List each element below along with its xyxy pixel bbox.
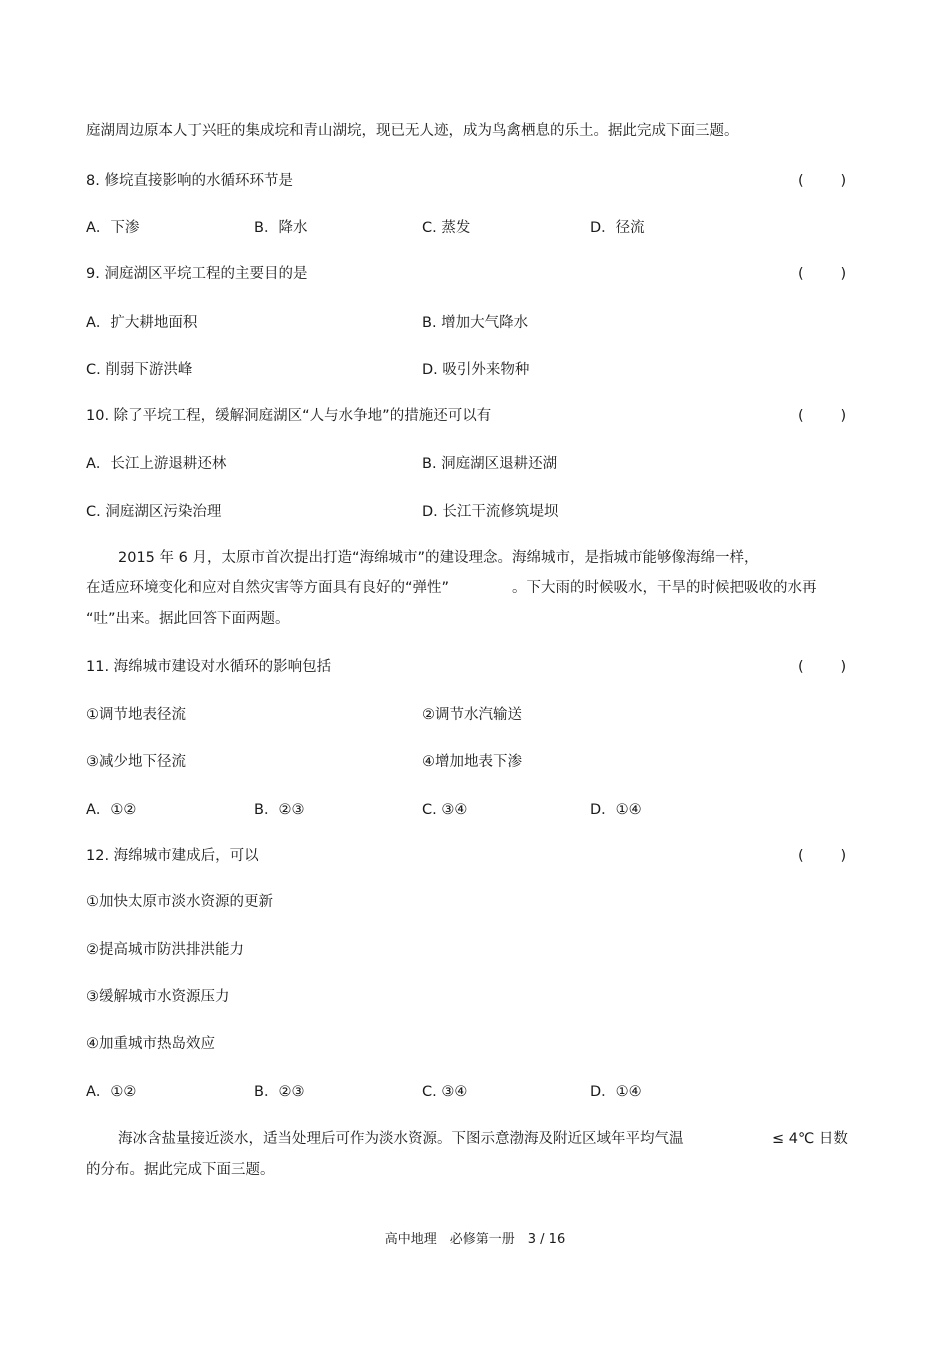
question-8-answer-paren: ( ) <box>798 173 847 189</box>
question-12-item-4: ④加重城市热岛效应 <box>86 1036 215 1052</box>
question-12-option-b: B．②③ <box>254 1084 305 1100</box>
question-10-option-c: C. 洞庭湖区污染治理 <box>86 504 222 520</box>
question-11-option-d: D．①④ <box>590 802 642 818</box>
question-12-option-d: D．①④ <box>590 1084 642 1100</box>
question-9-option-b: B. 增加大气降水 <box>422 315 529 331</box>
question-10-option-d: D. 长江干流修筑堤坝 <box>422 504 559 520</box>
question-12-stem: 12. 海绵城市建成后，可以 <box>86 848 259 864</box>
question-10-option-a: A．长江上游退耕还林 <box>86 456 227 472</box>
question-11-item-2: ②调节水汽输送 <box>422 707 522 723</box>
question-10-answer-paren: ( ) <box>798 408 847 424</box>
question-10-stem: 10. 除了平垸工程，缓解洞庭湖区“人与水争地”的措施还可以有 <box>86 408 492 424</box>
question-11-item-4: ④增加地表下渗 <box>422 754 522 770</box>
question-12-item-2: ②提高城市防洪排洪能力 <box>86 942 244 958</box>
passage-3-line-1a: 海冰含盐量接近淡水，适当处理后可作为淡水资源。下图示意渤海及附近区域年平均气温 <box>118 1131 684 1147</box>
question-9-stem: 9. 洞庭湖区平垸工程的主要目的是 <box>86 266 308 282</box>
question-9-option-a: A．扩大耕地面积 <box>86 315 198 331</box>
question-8-option-b: B．降水 <box>254 220 308 236</box>
question-11-item-3: ③减少地下径流 <box>86 754 186 770</box>
question-11-item-1: ①调节地表径流 <box>86 707 186 723</box>
question-8-option-c: C. 蒸发 <box>422 220 471 236</box>
question-9-option-c: C. 削弱下游洪峰 <box>86 362 193 378</box>
passage-2-line-1: 2015 年 6 月，太原市首次提出打造“海绵城市”的建设理念。海绵城市，是指城市能够像海绵一样， <box>118 550 759 566</box>
question-9-answer-paren: ( ) <box>798 266 847 282</box>
passage-2-line-2a: 在适应环境变化和应对自然灾害等方面具有良好的“弹性” <box>86 580 450 596</box>
question-9-option-d: D. 吸引外来物种 <box>422 362 530 378</box>
question-11-option-a: A．①② <box>86 802 137 818</box>
page-footer: 高中地理 必修第一册 3 / 16 <box>384 1232 566 1247</box>
passage-2-line-3: “吐”出来。据此回答下面两题。 <box>86 611 290 627</box>
question-12-option-c: C. ③④ <box>422 1084 468 1100</box>
passage-3-line-1b: ≤ 4℃ 日数 <box>772 1131 848 1147</box>
passage-3-line-2: 的分布。据此完成下面三题。 <box>86 1162 275 1178</box>
question-8-option-a: A．下渗 <box>86 220 140 236</box>
passage-intro-tail: 庭湖周边原本人丁兴旺的集成垸和青山湖垸，现已无人迹，成为鸟禽栖息的乐土。据此完成下面三题。 <box>86 123 739 139</box>
question-12-option-a: A．①② <box>86 1084 137 1100</box>
question-11-option-b: B．②③ <box>254 802 305 818</box>
question-10-option-b: B. 洞庭湖区退耕还湖 <box>422 456 558 472</box>
question-11-option-c: C. ③④ <box>422 802 468 818</box>
question-11-stem: 11. 海绵城市建设对水循环的影响包括 <box>86 659 332 675</box>
question-8-option-d: D．径流 <box>590 220 645 236</box>
question-12-item-3: ③缓解城市水资源压力 <box>86 989 230 1005</box>
question-8-stem: 8. 修垸直接影响的水循环环节是 <box>86 173 293 189</box>
passage-2-line-2b: 。下大雨的时候吸水，干旱的时候把吸收的水再 <box>512 580 817 596</box>
question-12-answer-paren: ( ) <box>798 848 847 864</box>
question-11-answer-paren: ( ) <box>798 659 847 675</box>
question-12-item-1: ①加快太原市淡水资源的更新 <box>86 894 273 910</box>
